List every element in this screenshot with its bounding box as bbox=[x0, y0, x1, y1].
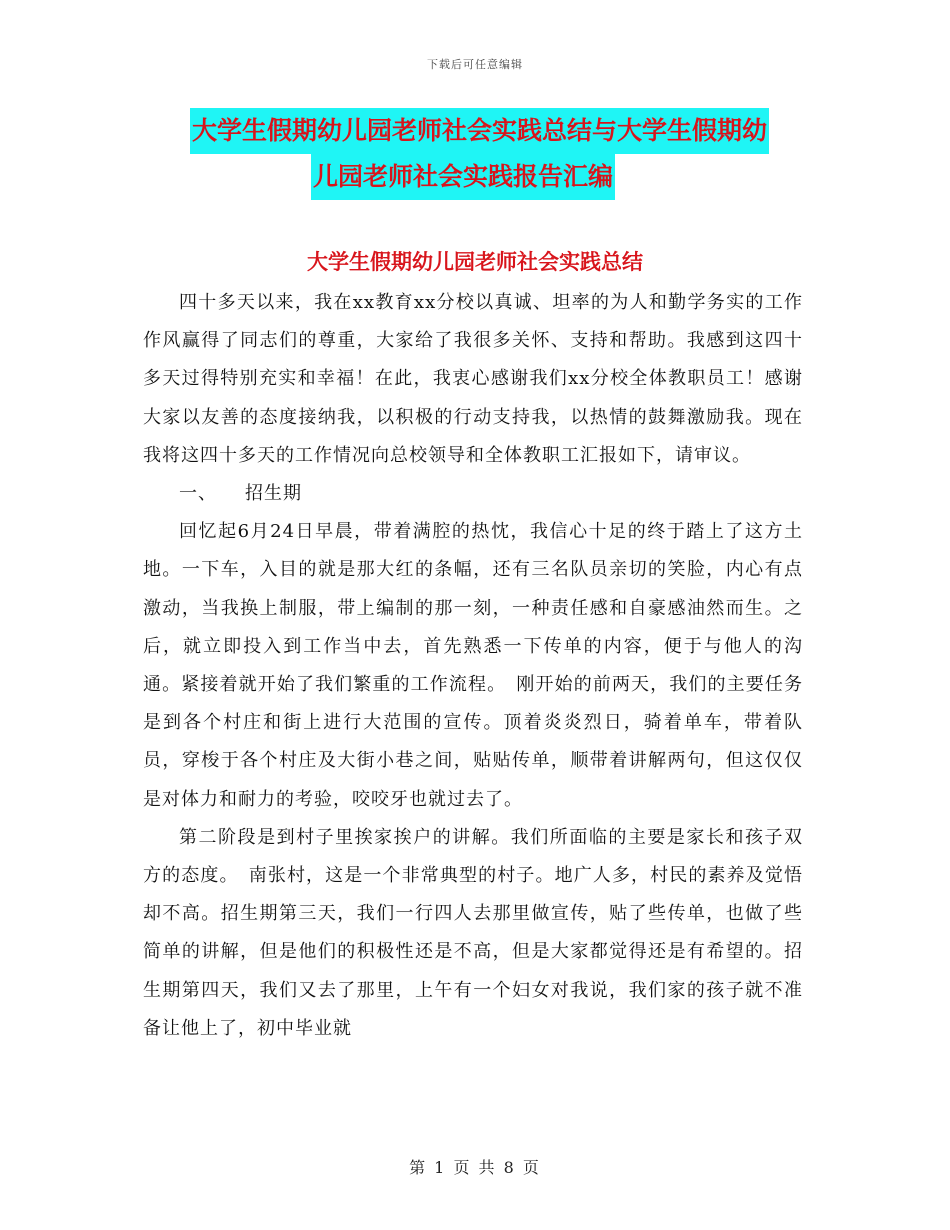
paragraph-intro: 四十多天以来，我在xx教育xx分校以真诚、坦率的为人和勤学务实的工作作风赢得了同志们的尊重，大家给了我很多关怀、支持和帮助。我感到这四十多天过得特别充实和幸福！在此，我衷心感谢我们xx分校全体教职员工！感谢大家以友善的态度接纳我，以积极的行动支持我，以热情的鼓舞激励我。现在我将这四十多天的工作情况向总校领导和全体教职工汇报如下，请审议。 bbox=[143, 292, 803, 466]
document-title-line-2: 儿园老师社会实践报告汇编 bbox=[311, 154, 615, 200]
section-heading-number: 一、 bbox=[179, 483, 217, 505]
section-heading-text: 招生期 bbox=[245, 483, 302, 505]
page-header-note: 下载后可任意编辑 bbox=[427, 58, 523, 71]
paragraph-enrollment-2: 第二阶段是到村子里挨家挨户的讲解。我们所面临的主要是家长和孩子双方的态度。 南张村，这是一个非常典型的村子。地广人多，村民的素养及觉悟却不高。招生期第三天，我们一行四人去那里做宣传，贴了些传单，也做了些简单的讲解，但是他们的积极性还是不高，但是大家都觉得还是有希望的。招生期第四天，我们又去了那里，上午有一个妇女对我说，我们家的孩子就不准备让他上了，初中毕业就 bbox=[143, 826, 803, 1039]
page-number-footer: 第 1 页 共 8 页 bbox=[409, 1158, 541, 1177]
paragraph-enrollment-1: 回忆起6月24日早晨，带着满腔的热忱，我信心十足的终于踏上了这方土地。一下车，入目的就是那大红的条幅，还有三名队员亲切的笑脸，内心有点激动，当我换上制服，带上编制的那一刻，一种责任感和自豪感油然而生。之后，就立即投入到工作当中去，首先熟悉一下传单的内容，便于与他人的沟通。紧接着就开始了我们繁重的工作流程。 刚开始的前两天，我们的主要任务是到各个村庄和街上进行大范围的宣传。顶着炎炎烈日，骑着单车，带着队员，穿梭于各个村庄及大街小巷之间，贴贴传单，顺带着讲解两句，但这仅仅是对体力和耐力的考验，咬咬牙也就过去了。 bbox=[143, 521, 803, 810]
document-body bbox=[143, 284, 803, 1048]
section-heading-enrollment bbox=[143, 475, 803, 513]
document-title bbox=[190, 108, 810, 200]
document-title-line-1: 大学生假期幼儿园老师社会实践总结与大学生假期幼 bbox=[190, 108, 769, 154]
section-title: 大学生假期幼儿园老师社会实践总结 bbox=[307, 249, 643, 274]
